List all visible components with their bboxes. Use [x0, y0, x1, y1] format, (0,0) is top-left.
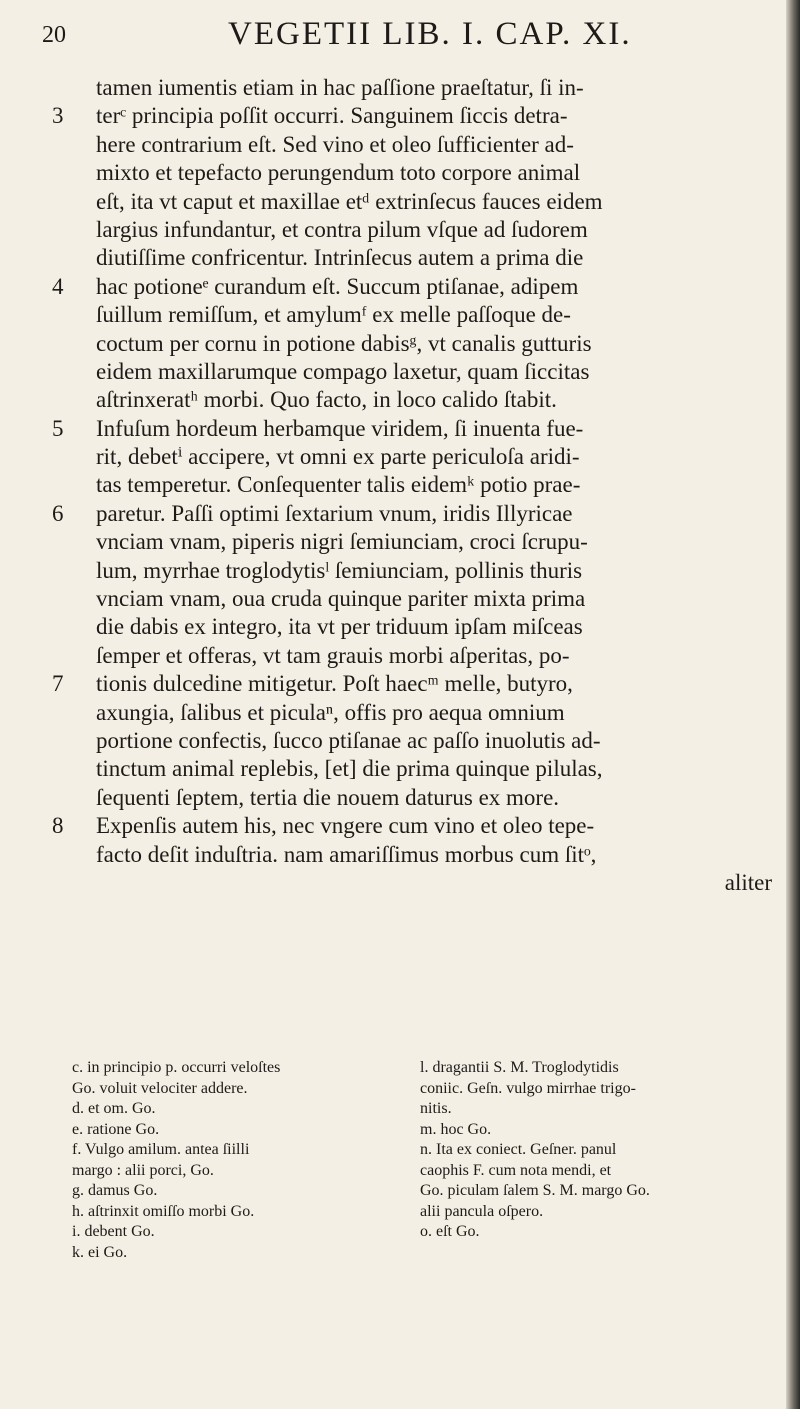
line-text: here contrarium eſt. Sed vino et oleo ſufficienter ad-	[96, 131, 574, 157]
line-text: hac potioneᵉ curandum eſt. Succum ptiſanae, adipem	[96, 273, 579, 299]
line-text: axungia, ſalibus et piculaⁿ, offis pro aequa omnium	[96, 699, 565, 725]
text-line	[52, 841, 772, 869]
line-text: aſtrinxeratʰ morbi. Quo facto, in loco calido ſtabit.	[96, 387, 557, 413]
text-line	[52, 613, 772, 641]
line-text: die dabis ex integro, ita vt per triduum ipſam miſceas	[96, 614, 583, 640]
line-text: mixto et tepefacto perungendum toto corpore animal	[96, 160, 581, 186]
section-number: 6	[52, 500, 64, 526]
text-line	[52, 159, 772, 187]
footnote: n. Ita ex coniect. Geſner. panul	[420, 1141, 617, 1158]
text-line	[52, 301, 772, 329]
section-number: 7	[52, 671, 64, 697]
text-line	[52, 216, 772, 244]
footnotes-right-column	[420, 1058, 780, 1243]
text-line	[52, 131, 772, 159]
text-line	[52, 74, 772, 102]
footnote: Go. voluit velociter addere.	[72, 1079, 248, 1097]
line-text: tas temperetur. Conſequenter talis eidemᵏ potio prae-	[96, 472, 581, 498]
line-text: facto deſit induſtria. nam amariſſimus morbus cum ſitᵒ,	[96, 841, 597, 867]
line-text: Infuſum hordeum herbamque viridem, ſi inuenta fue-	[96, 415, 584, 441]
text-line	[52, 415, 772, 443]
line-text: eidem maxillarumque compago laxetur, quam ſiccitas	[96, 358, 590, 384]
footnote: m. hoc Go.	[420, 1120, 492, 1138]
page-header	[40, 14, 760, 54]
line-text: eſt, ita vt caput et maxillae etᵈ extrinſecus fauces eidem	[96, 188, 603, 214]
text-line	[52, 869, 772, 897]
footnote: l. dragantii S. M. Troglodytidis	[420, 1059, 619, 1076]
text-line	[52, 699, 772, 727]
text-line	[52, 528, 772, 556]
line-text: tionis dulcedine mitigetur. Poſt haecᵐ melle, butyro,	[96, 671, 573, 697]
text-line	[52, 102, 772, 130]
footnote: o. eſt Go.	[420, 1223, 480, 1240]
footnote: f. Vulgo amilum. antea ſiilli	[72, 1141, 250, 1158]
line-text: portione confectis, ſucco ptiſanae ac paſſo inuolutis ad-	[96, 727, 601, 753]
line-text: terᶜ principia poſſit occurri. Sanguinem ſiccis detra-	[96, 103, 568, 129]
line-text: aliter	[724, 869, 772, 895]
footnotes-left-column	[72, 1058, 412, 1263]
text-line	[52, 755, 772, 783]
page-binding-edge	[786, 0, 800, 1409]
footnote: d. et om. Go.	[72, 1100, 156, 1117]
line-text: Expenſis autem his, nec vngere cum vino et oleo tepe-	[96, 813, 595, 839]
line-text: ſequenti ſeptem, tertia die nouem daturus ex more.	[96, 784, 560, 810]
text-line	[52, 557, 772, 585]
line-text: tamen iumentis etiam in hac paſſione praeſtatur, ſi in-	[96, 75, 584, 100]
text-line	[52, 812, 772, 840]
footnote: caophis F. cum nota mendi, et	[420, 1161, 612, 1179]
footnote: h. aſtrinxit omiſſo morbi Go.	[72, 1202, 255, 1220]
text-line	[52, 500, 772, 528]
line-text: coctum per cornu in potione dabisᵍ, vt canalis gutturis	[96, 330, 592, 356]
section-number: 3	[52, 103, 64, 129]
footnote: g. damus Go.	[72, 1182, 158, 1199]
text-line	[52, 244, 772, 272]
text-line	[52, 784, 772, 812]
footnote: nitis.	[420, 1100, 452, 1117]
line-text: rit, debetⁱ accipere, vt omni ex parte periculoſa aridi-	[96, 444, 580, 470]
text-line	[52, 471, 772, 499]
page-number: 20	[42, 22, 66, 48]
line-text: diutiſſime confricentur. Intrinſecus autem a prima die	[96, 245, 584, 271]
footnote: c. in principio p. occurri veloſtes	[72, 1059, 281, 1076]
footnote: i. debent Go.	[72, 1223, 155, 1240]
footnote: margo : alii porci, Go.	[72, 1161, 214, 1179]
section-number: 5	[52, 415, 64, 441]
line-text: largius infundantur, et contra pilum vſque ad ſudorem	[96, 216, 588, 242]
line-text: ſuillum remiſſum, et amylumᶠ ex melle paſſoque de-	[96, 302, 571, 328]
text-line	[52, 386, 772, 414]
text-line	[52, 273, 772, 301]
text-line	[52, 358, 772, 386]
text-line	[52, 727, 772, 755]
section-number: 8	[52, 813, 64, 839]
footnote: alii pancula oſpero.	[420, 1202, 544, 1220]
text-line	[52, 642, 772, 670]
line-text: vnciam vnam, oua cruda quinque pariter mixta prima	[96, 586, 586, 612]
footnote: e. ratione Go.	[72, 1120, 160, 1138]
line-text: lum, myrrhae troglodytisˡ ſemiunciam, pollinis thuris	[96, 557, 583, 583]
section-number: 4	[52, 273, 64, 299]
line-text: ſemper et offeras, vt tam grauis morbi aſperitas, po-	[96, 642, 570, 668]
footnote: coniic. Geſn. vulgo mirrhae trigo-	[420, 1079, 636, 1097]
text-line	[52, 585, 772, 613]
text-line	[52, 443, 772, 471]
line-text: tinctum animal replebis, [et] die prima quinque pilulas,	[96, 756, 603, 782]
running-head: VEGETII LIB. I. CAP. XI.	[228, 16, 632, 52]
line-text: paretur. Paſſi optimi ſextarium vnum, iridis Illyricae	[96, 500, 573, 526]
main-text	[52, 74, 772, 897]
line-text: vnciam vnam, piperis nigri ſemiunciam, croci ſcrupu-	[96, 529, 588, 555]
footnote: Go. piculam ſalem S. M. margo Go.	[420, 1182, 650, 1199]
text-line	[52, 670, 772, 698]
text-line	[52, 330, 772, 358]
footnote: k. ei Go.	[72, 1243, 128, 1261]
text-line	[52, 188, 772, 216]
